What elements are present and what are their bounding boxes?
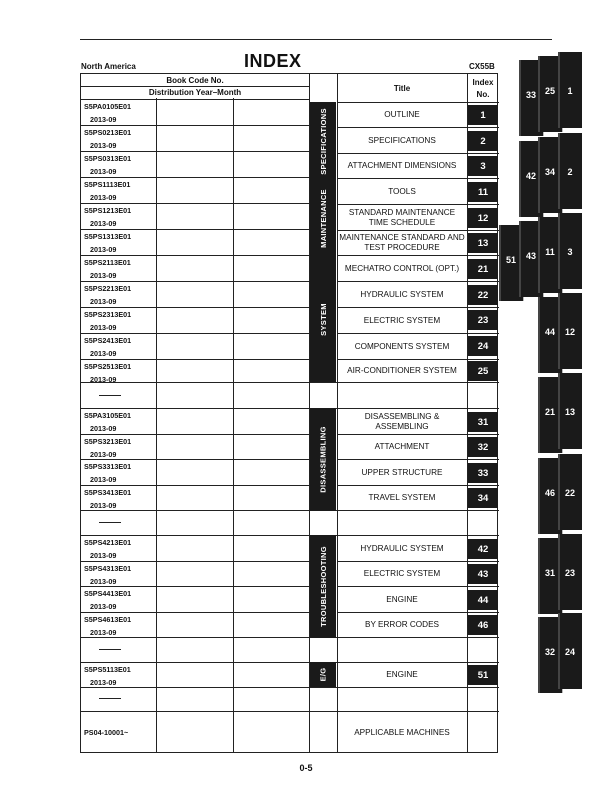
index-tab-11[interactable]: 11 (538, 217, 563, 293)
row-title: BY ERROR CODES (364, 620, 439, 629)
index-tab-1[interactable]: 1 (558, 52, 582, 128)
section-maintenance: MAINTENANCE (310, 180, 336, 257)
row-line (81, 382, 499, 383)
row-title: HYDRAULIC SYSTEM (360, 543, 444, 553)
index-tab-23[interactable]: 23 (558, 534, 582, 610)
row-title: ENGINE (386, 594, 418, 604)
index-number: 23 (468, 310, 498, 330)
row-title: ENGINE (386, 670, 418, 679)
dash-placeholder (99, 395, 121, 396)
book-code-cell: S5PS4213E01 2013-09 (84, 538, 132, 560)
region-label: North America (81, 62, 136, 71)
book-code-cell: S5PA3105E01 2013-09 (84, 411, 132, 433)
section-disassembling: DISASSEMBLING (310, 408, 336, 511)
section-troubleshooting: TROUBLESHOOTING (310, 535, 336, 638)
index-number: 3 (468, 156, 498, 176)
book-code-cell: S5PS2313E01 2013-09 (84, 310, 132, 332)
book-code-cell: S5PS4313E01 2013-09 (84, 564, 132, 586)
index-header-line2: No. (476, 89, 490, 99)
index-tab-12[interactable]: 12 (558, 293, 582, 369)
book-code-cell: S5PA0105E01 2013-09 (84, 102, 132, 124)
applicable-title: APPLICABLE MACHINES (354, 728, 450, 737)
index-tab-32[interactable]: 32 (538, 617, 563, 693)
book-code-cell: S5PS0213E01 2013-09 (84, 128, 132, 150)
index-number: 12 (468, 208, 498, 228)
index-number: 21 (468, 259, 498, 279)
index-number: 31 (468, 412, 498, 432)
book-code-cell: S5PS4413E01 2013-09 (84, 589, 132, 611)
index-tab-22[interactable]: 22 (558, 454, 582, 530)
index-tab-13[interactable]: 13 (558, 373, 582, 449)
index-number: 2 (468, 131, 498, 151)
book-code-cell: S5PS2213E01 2013-09 (84, 284, 132, 306)
page-number: 0-5 (299, 763, 313, 773)
index-number: 51 (468, 665, 498, 685)
row-title: AIR-CONDITIONER SYSTEM (347, 366, 457, 375)
index-tab-51[interactable]: 51 (499, 225, 524, 301)
index-number: 13 (468, 233, 498, 253)
book-code-cell: S5PS5113E01 2013-09 (84, 665, 131, 687)
row-title: ATTACHMENT DIMENSIONS (347, 161, 457, 170)
book-code-cell: S5PS1213E01 2013-09 (84, 206, 132, 228)
section-specifications: SPECIFICATIONS (310, 102, 336, 180)
section-system: SYSTEM (310, 257, 336, 382)
row-title: STANDARD MAINTENANCE TIME SCHEDULE (348, 207, 456, 227)
book-code-cell: S5PS4613E01 2013-09 (84, 615, 132, 637)
book-code-cell: S5PS2413E01 2013-09 (84, 336, 132, 358)
row-title: COMPONENTS SYSTEM (354, 341, 450, 351)
page-title: INDEX (244, 51, 302, 71)
index-tab-33[interactable]: 33 (519, 60, 544, 136)
index-tab-2[interactable]: 2 (558, 133, 582, 209)
row-title: SPECIFICATIONS (368, 135, 436, 145)
index-header-line1: Index (472, 77, 494, 87)
index-tab-31[interactable]: 31 (538, 538, 563, 614)
index-tab-43[interactable]: 43 (519, 221, 544, 297)
dash-placeholder (99, 698, 121, 699)
index-tab-3[interactable]: 3 (558, 213, 582, 289)
index-table (80, 73, 498, 753)
book-code-cell: S5PS3313E01 2013-09 (84, 462, 132, 484)
row-title: UPPER STRUCTURE (361, 467, 443, 477)
row-title: TOOLS (388, 186, 416, 196)
index-number: 1 (468, 105, 498, 125)
row-title: DISASSEMBLING & ASSEMBLING (364, 411, 440, 431)
row-title: ELECTRIC SYSTEM (363, 315, 441, 325)
book-code-cell: S5PS3413E01 2013-09 (84, 488, 132, 510)
row-line (81, 687, 499, 688)
book-code-cell: S5PS2513E01 2013-09 (84, 362, 132, 384)
dash-placeholder (99, 649, 121, 650)
index-number: 22 (468, 285, 498, 305)
index-tab-42[interactable]: 42 (519, 141, 544, 217)
book-code-header: Book Code No. (166, 75, 224, 85)
index-number: 44 (468, 590, 498, 610)
index-tab-44[interactable]: 44 (538, 297, 563, 373)
applicable-code: PS04-10001~ (84, 728, 129, 737)
dash-placeholder (99, 522, 121, 523)
row-title: MAINTENANCE STANDARD AND TEST PROCEDURE (339, 233, 465, 252)
book-code-cell: S5PS0313E01 2013-09 (84, 154, 132, 176)
distribution-header: Distribution Year–Month (148, 88, 242, 97)
row-title: OUTLINE (384, 110, 420, 119)
book-code-cell: S5PS3213E01 2013-09 (84, 437, 132, 459)
index-number: 32 (468, 437, 498, 457)
index-tab-21[interactable]: 21 (538, 377, 563, 453)
index-number: 24 (468, 336, 498, 356)
model-label: CX55B (469, 62, 495, 71)
index-number: 11 (468, 182, 498, 202)
index-tab-46[interactable]: 46 (538, 458, 563, 534)
row-line (81, 637, 499, 638)
row-title: ATTACHMENT (374, 442, 430, 451)
book-code-cell: S5PS2113E01 2013-09 (84, 258, 131, 280)
row-title: HYDRAULIC SYSTEM (360, 289, 444, 299)
row-title: MECHATRO CONTROL (OPT.) (344, 263, 460, 273)
section-eg: E/G (310, 662, 336, 687)
row-line (81, 510, 499, 511)
col-divider (156, 98, 157, 752)
index-number: 34 (468, 488, 498, 508)
book-code-cell: S5PS1313E01 2013-09 (84, 232, 132, 254)
top-rule (80, 39, 552, 40)
index-tab-34[interactable]: 34 (538, 137, 563, 213)
index-number: 46 (468, 615, 498, 635)
index-tab-25[interactable]: 25 (538, 56, 563, 132)
index-number: 43 (468, 564, 498, 584)
col-divider (233, 98, 234, 752)
title-header: Title (393, 83, 411, 93)
row-title: ELECTRIC SYSTEM (363, 569, 441, 578)
index-number: 33 (468, 463, 498, 483)
index-tab-24[interactable]: 24 (558, 613, 582, 689)
book-code-cell: S5PS1113E01 2013-09 (84, 180, 131, 202)
index-number: 25 (468, 361, 498, 381)
header-bottom-line (81, 99, 309, 100)
index-number: 42 (468, 539, 498, 559)
row-title: TRAVEL SYSTEM (368, 493, 436, 502)
